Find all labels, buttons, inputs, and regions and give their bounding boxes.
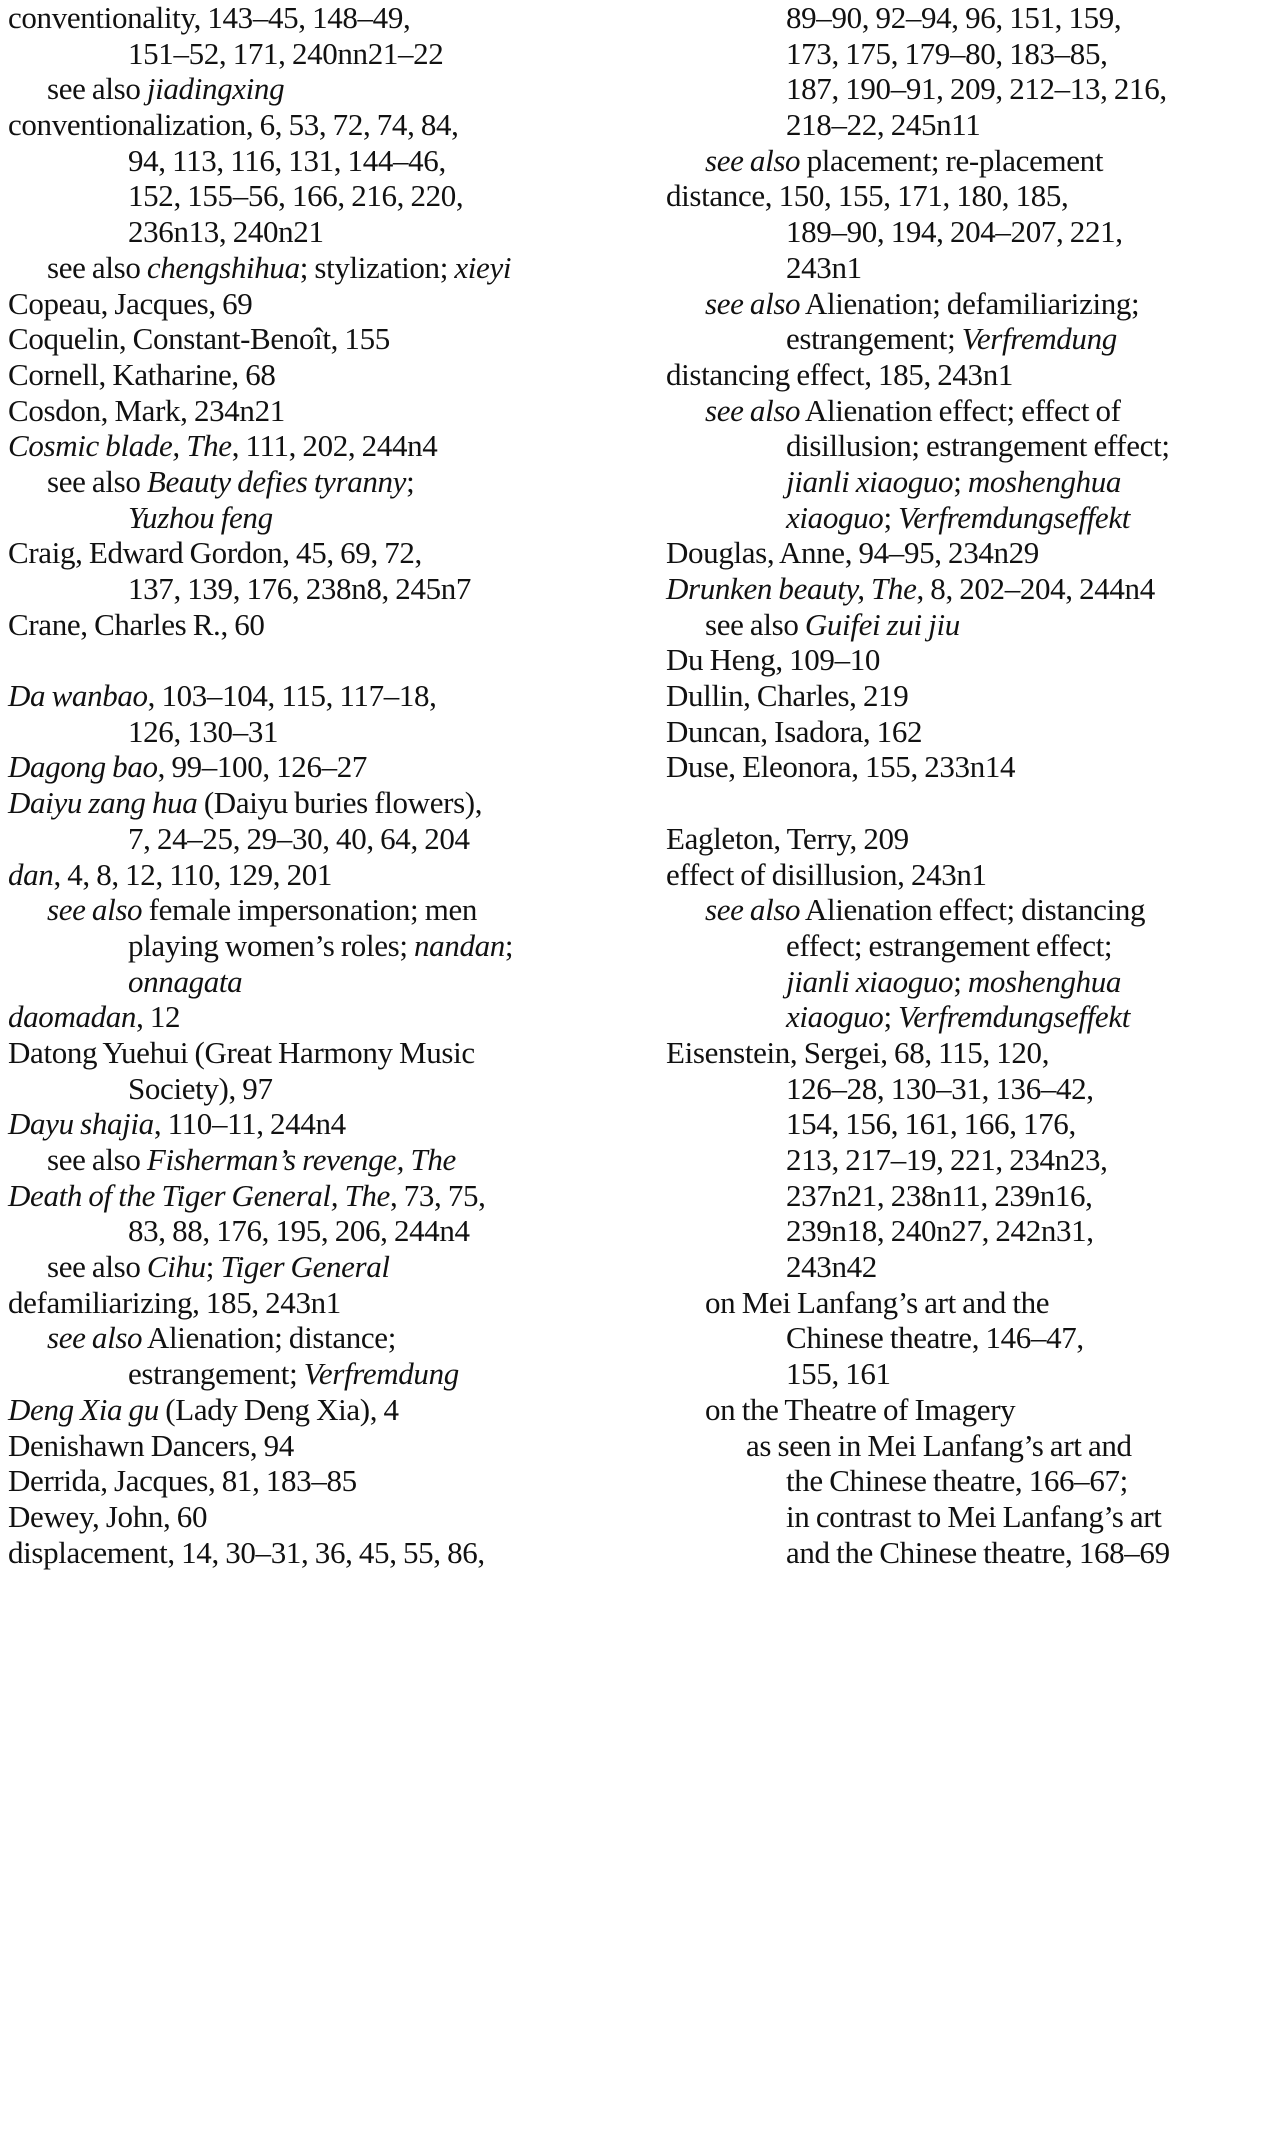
- letter-section-gap: [666, 785, 1282, 821]
- index-entry-continuation: [666, 1535, 1282, 1571]
- entry-text: , 4, 8, 12, 110, 129, 201: [53, 856, 333, 892]
- entry-text: Alienation effect; effect of: [800, 392, 1121, 428]
- entry-text: (Daiyu buries flowers),: [197, 785, 483, 821]
- index-entry-continuation: [666, 1320, 1282, 1356]
- index-entry: [8, 1535, 648, 1571]
- entry-text: Alienation effect; distancing: [800, 892, 1146, 928]
- entry-text: Crane, Charles R., 60: [8, 606, 265, 642]
- entry-text: distance, 150, 155, 171, 180, 185,: [666, 178, 1069, 214]
- index-entry-continuation: [666, 500, 1282, 536]
- index-column-left: [8, 0, 648, 1570]
- entry-text: Cornell, Katharine, 68: [8, 356, 276, 392]
- italic-term: jiadingxing: [146, 71, 285, 107]
- entry-text: Copeau, Jacques, 69: [8, 285, 253, 321]
- entry-text: defamiliarizing, 185, 243n1: [8, 1284, 341, 1320]
- index-entry: [8, 0, 648, 36]
- index-entry-continuation: [666, 928, 1282, 964]
- index-entry-continuation: [666, 1106, 1282, 1142]
- entry-text: ;: [883, 499, 899, 535]
- italic-term: Beauty defies tyranny: [146, 463, 407, 499]
- entry-text: as seen in Mei Lanfang’s art and: [746, 1427, 1132, 1463]
- index-entry-continuation: [8, 1071, 648, 1107]
- index-subentry: [8, 1249, 648, 1285]
- entry-text: Denishawn Dancers, 94: [8, 1427, 294, 1463]
- entry-text: Douglas, Anne, 94–95, 234n29: [666, 535, 1039, 571]
- entry-text: 154, 156, 161, 166, 176,: [786, 1106, 1076, 1142]
- index-entry: [666, 749, 1282, 785]
- italic-term: Verfremdung: [961, 321, 1117, 357]
- index-subentry: [8, 892, 648, 928]
- entry-text: 213, 217–19, 221, 234n23,: [786, 1142, 1108, 1177]
- index-entry: [8, 857, 648, 893]
- entry-text: 7, 24–25, 29–30, 40, 64, 204: [128, 820, 470, 856]
- index-entry-continuation: [666, 1213, 1282, 1249]
- entry-text: Datong Yuehui (Great Harmony Music: [8, 1034, 475, 1070]
- index-subentry: [666, 143, 1282, 179]
- entry-text: Duncan, Isadora, 162: [666, 713, 923, 749]
- entry-text: in contrast to Mei Lanfang’s art: [786, 1498, 1162, 1534]
- entry-text: 83, 88, 176, 195, 206, 244n4: [128, 1213, 470, 1249]
- entry-text: 237n21, 238n11, 239n16,: [786, 1177, 1093, 1213]
- entry-text: on Mei Lanfang’s art and the: [705, 1284, 1050, 1320]
- entry-text: 243n42: [786, 1249, 877, 1285]
- index-subentry: [8, 1142, 648, 1178]
- index-subentry: [8, 250, 648, 286]
- italic-term: daomadan: [8, 999, 137, 1035]
- index-entry: [8, 1106, 648, 1142]
- entry-text: Cosdon, Mark, 234n21: [8, 392, 285, 428]
- index-subentry: [666, 1392, 1282, 1428]
- entry-text: , 103–104, 115, 117–18,: [147, 678, 437, 714]
- index-entry-continuation: [666, 321, 1282, 357]
- italic-term: see also: [705, 392, 801, 428]
- index-entry-continuation: [8, 214, 648, 250]
- italic-term: chengshihua: [146, 249, 300, 285]
- italic-term: jianli xiaoguo: [786, 463, 954, 499]
- index-entry: [8, 607, 648, 643]
- index-entry-continuation: [666, 214, 1282, 250]
- entry-text: on the Theatre of Imagery: [705, 1391, 1016, 1427]
- index-entry: [8, 1392, 648, 1428]
- entry-text: 137, 139, 176, 238n8, 245n7: [128, 571, 472, 606]
- italic-term: Yuzhou feng: [128, 499, 273, 535]
- index-subentry: [8, 464, 648, 500]
- index-subentry: [666, 892, 1282, 928]
- index-entry: [666, 714, 1282, 750]
- index-entry: [666, 357, 1282, 393]
- entry-text: , 8, 202–204, 244n4: [916, 571, 1155, 606]
- index-entry-continuation: [8, 500, 648, 536]
- italic-term: see also: [705, 142, 801, 178]
- index-entry-continuation: [8, 1356, 648, 1392]
- entry-text: ;: [205, 1249, 221, 1285]
- entry-text: effect of disillusion, 243n1: [666, 856, 987, 892]
- entry-text: (Lady Deng Xia), 4: [158, 1391, 399, 1427]
- italic-term: Deng Xia gu: [8, 1391, 159, 1427]
- italic-term: xiaoguo: [786, 499, 884, 535]
- index-entry: [8, 393, 648, 429]
- italic-term: Verfremdung: [303, 1356, 459, 1392]
- italic-term: onnagata: [128, 963, 243, 999]
- entry-text: see also: [705, 606, 805, 642]
- index-subentry: [666, 393, 1282, 429]
- index-entry-continuation: [8, 928, 648, 964]
- entry-text: , 111, 202, 244n4: [231, 428, 438, 464]
- index-entry-continuation: [666, 36, 1282, 72]
- index-entry-continuation: [8, 571, 648, 607]
- index-subentry: [666, 1285, 1282, 1321]
- entry-text: Duse, Eleonora, 155, 233n14: [666, 749, 1016, 785]
- index-entry: [8, 1463, 648, 1499]
- index-entry: [8, 678, 648, 714]
- index-entry: [666, 535, 1282, 571]
- italic-term: xieyi: [454, 249, 512, 285]
- index-entry-continuation: [666, 964, 1282, 1000]
- entry-text: conventionalization, 6, 53, 72, 74, 84,: [8, 107, 459, 143]
- entry-text: see also: [47, 1142, 147, 1177]
- index-entry-continuation: [666, 1071, 1282, 1107]
- entry-text: estrangement;: [128, 1356, 304, 1392]
- index-entry: [8, 286, 648, 322]
- index-entry-continuation: [8, 143, 648, 179]
- index-entry-continuation: [8, 178, 648, 214]
- index-subentry: [8, 1320, 648, 1356]
- entry-text: , 110–11, 244n4: [153, 1106, 346, 1142]
- entry-text: estrangement;: [786, 321, 962, 357]
- entry-text: , 99–100, 126–27: [157, 749, 368, 785]
- index-entry: [8, 1428, 648, 1464]
- index-entry: [8, 428, 648, 464]
- index-entry-continuation: [666, 428, 1282, 464]
- entry-text: ; stylization;: [299, 249, 455, 285]
- italic-term: Cosmic blade, The: [8, 428, 232, 464]
- italic-term: see also: [705, 285, 801, 321]
- index-entry: [666, 678, 1282, 714]
- entry-text: 173, 175, 179–80, 183–85,: [786, 35, 1108, 71]
- index-entry: [8, 785, 648, 821]
- italic-term: see also: [705, 892, 801, 928]
- italic-term: Daiyu zang hua: [8, 785, 198, 821]
- index-entry-continuation: [666, 464, 1282, 500]
- entry-text: Eisenstein, Sergei, 68, 115, 120,: [666, 1034, 1050, 1070]
- entry-text: 151–52, 171, 240nn21–22: [128, 35, 444, 71]
- entry-text: 94, 113, 116, 131, 144–46,: [128, 142, 446, 178]
- index-entry-continuation: [666, 71, 1282, 107]
- entry-text: see also: [47, 71, 147, 107]
- index-entry-continuation: [8, 714, 648, 750]
- index-entry-continuation: [666, 1142, 1282, 1178]
- letter-section-gap: [8, 642, 648, 678]
- entry-text: female impersonation; men: [142, 892, 478, 928]
- entry-text: , 73, 75,: [389, 1177, 486, 1213]
- entry-text: 89–90, 92–94, 96, 151, 159,: [786, 0, 1122, 35]
- index-entry: [8, 999, 648, 1035]
- entry-text: playing women’s roles;: [128, 927, 414, 963]
- italic-term: Da wanbao: [8, 678, 148, 714]
- entry-text: ;: [406, 463, 415, 499]
- entry-text: disillusion; estrangement effect;: [786, 428, 1170, 464]
- italic-term: Guifei zui jiu: [804, 606, 960, 642]
- italic-term: Death of the Tiger General, The: [8, 1177, 390, 1213]
- index-entry-continuation: [8, 36, 648, 72]
- entry-text: conventionality, 143–45, 148–49,: [8, 0, 411, 35]
- entry-text: Craig, Edward Gordon, 45, 69, 72,: [8, 535, 422, 571]
- entry-text: 187, 190–91, 209, 212–13, 216,: [786, 71, 1167, 107]
- index-entry: [666, 1035, 1282, 1071]
- index-subentry: [666, 607, 1282, 643]
- index-sub-subentry: [666, 1428, 1282, 1464]
- index-entry-continuation: [666, 999, 1282, 1035]
- entry-text: the Chinese theatre, 166–67;: [786, 1463, 1128, 1499]
- italic-term: jianli xiaoguo: [786, 963, 954, 999]
- entry-text: 189–90, 194, 204–207, 221,: [786, 214, 1123, 250]
- italic-term: dan: [8, 856, 54, 892]
- entry-text: Eagleton, Terry, 209: [666, 820, 909, 856]
- italic-term: moshenghua: [967, 963, 1122, 999]
- index-entry: [666, 571, 1282, 607]
- entry-text: Du Heng, 109–10: [666, 642, 881, 678]
- index-entry: [8, 1499, 648, 1535]
- entry-text: 152, 155–56, 166, 216, 220,: [128, 178, 464, 214]
- italic-term: nandan: [414, 927, 505, 963]
- index-entry: [666, 642, 1282, 678]
- italic-term: Fisherman’s revenge, The: [146, 1142, 456, 1177]
- index-entry-continuation: [8, 1213, 648, 1249]
- index-entry-continuation: [666, 1356, 1282, 1392]
- entry-text: Chinese theatre, 146–47,: [786, 1320, 1084, 1356]
- entry-text: Alienation; distance;: [142, 1320, 396, 1356]
- italic-term: xiaoguo: [786, 999, 884, 1035]
- entry-text: 243n1: [786, 249, 862, 285]
- entry-text: 126–28, 130–31, 136–42,: [786, 1070, 1094, 1106]
- index-entry: [8, 1285, 648, 1321]
- italic-term: moshenghua: [967, 463, 1122, 499]
- index-entry-continuation: [666, 0, 1282, 36]
- entry-text: Dullin, Charles, 219: [666, 678, 909, 714]
- index-entry: [8, 749, 648, 785]
- italic-term: Verfremdungseffekt: [898, 499, 1130, 535]
- italic-term: Verfremdungseffekt: [898, 999, 1130, 1035]
- index-entry: [8, 357, 648, 393]
- index-entry-continuation: [8, 964, 648, 1000]
- index-entry-continuation: [8, 821, 648, 857]
- entry-text: see also: [47, 1249, 147, 1285]
- index-column-right: [666, 0, 1282, 1570]
- entry-text: ;: [883, 999, 899, 1035]
- italic-term: Dayu shajia: [8, 1106, 154, 1142]
- entry-text: Society), 97: [128, 1070, 273, 1106]
- index-entry-continuation: [666, 1463, 1282, 1499]
- entry-text: see also: [47, 249, 147, 285]
- italic-term: see also: [47, 892, 143, 928]
- entry-text: , 12: [136, 999, 181, 1035]
- entry-text: 155, 161: [786, 1356, 891, 1392]
- index-entry-continuation: [666, 1178, 1282, 1214]
- entry-text: see also: [47, 463, 147, 499]
- index-entry: [8, 107, 648, 143]
- entry-text: placement; re-placement: [800, 142, 1104, 178]
- index-entry-continuation: [666, 250, 1282, 286]
- index-entry: [8, 1178, 648, 1214]
- entry-text: ;: [504, 927, 514, 963]
- index-entry-continuation: [666, 1249, 1282, 1285]
- index-entry: [666, 857, 1282, 893]
- entry-text: ;: [953, 963, 968, 999]
- italic-term: Dagong bao: [8, 749, 158, 785]
- italic-term: see also: [47, 1320, 143, 1356]
- entry-text: 126, 130–31: [128, 713, 279, 749]
- entry-text: 239n18, 240n27, 242n31,: [786, 1213, 1094, 1249]
- italic-term: Cihu: [146, 1249, 206, 1285]
- entry-text: effect; estrangement effect;: [786, 927, 1113, 963]
- index-entry: [8, 1035, 648, 1071]
- italic-term: Tiger General: [220, 1249, 390, 1285]
- entry-text: 236n13, 240n21: [128, 214, 324, 250]
- index-entry-continuation: [666, 107, 1282, 143]
- index-entry: [8, 535, 648, 571]
- entry-text: distancing effect, 185, 243n1: [666, 356, 1013, 392]
- index-entry: [8, 321, 648, 357]
- index-entry: [666, 821, 1282, 857]
- entry-text: Derrida, Jacques, 81, 183–85: [8, 1463, 357, 1499]
- entry-text: Alienation; defamiliarizing;: [800, 285, 1140, 321]
- index-entry-continuation: [666, 1499, 1282, 1535]
- entry-text: 218–22, 245n11: [786, 107, 981, 143]
- entry-text: and the Chinese theatre, 168–69: [786, 1534, 1170, 1570]
- entry-text: Dewey, John, 60: [8, 1498, 208, 1534]
- index-subentry: [8, 71, 648, 107]
- index-entry: [666, 178, 1282, 214]
- italic-term: Drunken beauty, The: [666, 571, 917, 606]
- entry-text: Coquelin, Constant-Benoît, 155: [8, 321, 390, 357]
- entry-text: displacement, 14, 30–31, 36, 45, 55, 86,: [8, 1534, 485, 1570]
- entry-text: ;: [953, 463, 968, 499]
- index-subentry: [666, 286, 1282, 322]
